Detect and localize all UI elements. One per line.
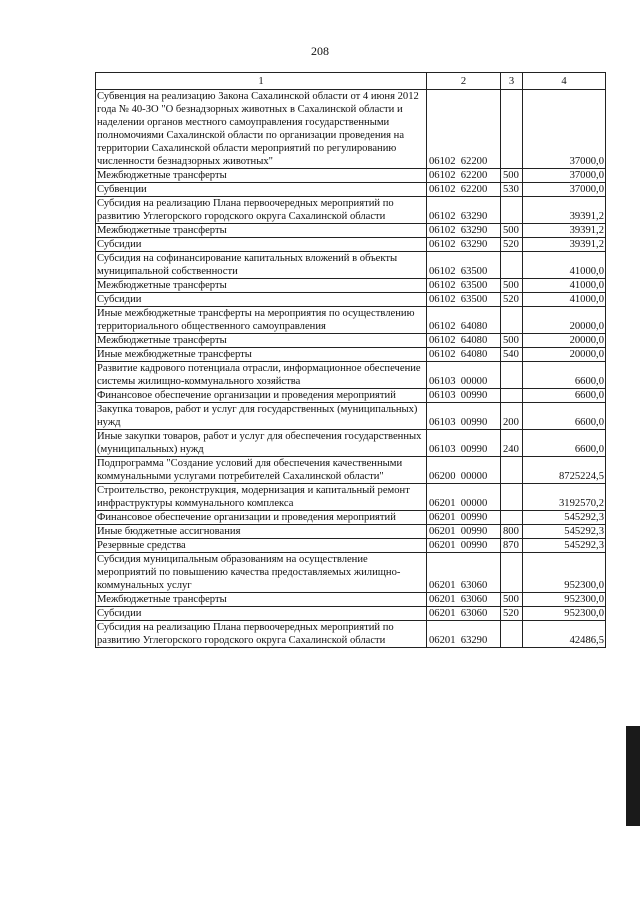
row-amount-cell: 37000,0 xyxy=(523,90,606,169)
table-header-row xyxy=(96,73,606,90)
row-type-cell xyxy=(501,197,523,224)
table-row xyxy=(96,90,606,169)
table-row xyxy=(96,484,606,511)
table-row xyxy=(96,430,606,457)
row-type-cell: 520 xyxy=(501,238,523,252)
table-row xyxy=(96,539,606,553)
row-amount-cell: 20000,0 xyxy=(523,348,606,362)
row-name-cell: Развитие кадрового потенциала отрасли, информационное обеспечение системы жилищно-коммунального хозяйства xyxy=(96,362,427,389)
table-row xyxy=(96,348,606,362)
row-code-cell: 06102 64080 xyxy=(427,334,501,348)
row-amount-cell: 6600,0 xyxy=(523,430,606,457)
row-type-cell: 500 xyxy=(501,279,523,293)
row-code-cell: 06102 64080 xyxy=(427,348,501,362)
row-name-cell: Закупка товаров, работ и услуг для государственных (муниципальных) нужд xyxy=(96,403,427,430)
row-name-cell: Финансовое обеспечение организации и проведения мероприятий xyxy=(96,511,427,525)
header-cell: 2 xyxy=(427,73,501,90)
row-amount-cell: 545292,3 xyxy=(523,539,606,553)
row-type-cell: 530 xyxy=(501,183,523,197)
row-name-cell: Субвенция на реализацию Закона Сахалинской области от 4 июня 2012 года № 40-ЗО "О безнадзорных животных в Сахалинской области и наделении органов местного самоуправления государственными полномочиями Сахалинской области по организации проведения на территории Сахалинской области мероприятий по регулированию численности безнадзорных животных" xyxy=(96,90,427,169)
row-code-cell: 06102 62200 xyxy=(427,183,501,197)
table-row xyxy=(96,334,606,348)
row-code-cell: 06102 62200 xyxy=(427,90,501,169)
table-row xyxy=(96,621,606,648)
row-code-cell: 06103 00990 xyxy=(427,403,501,430)
row-type-cell: 500 xyxy=(501,224,523,238)
table-row xyxy=(96,511,606,525)
row-code-cell: 06102 63290 xyxy=(427,197,501,224)
table-row xyxy=(96,362,606,389)
table-row xyxy=(96,403,606,430)
table-row xyxy=(96,307,606,334)
row-type-cell xyxy=(501,362,523,389)
row-amount-cell: 3192570,2 xyxy=(523,484,606,511)
table-row xyxy=(96,183,606,197)
row-name-cell: Субсидии xyxy=(96,607,427,621)
row-type-cell: 500 xyxy=(501,334,523,348)
row-name-cell: Иные бюджетные ассигнования xyxy=(96,525,427,539)
row-code-cell: 06201 63060 xyxy=(427,607,501,621)
row-code-cell: 06102 62200 xyxy=(427,169,501,183)
row-name-cell: Иные закупки товаров, работ и услуг для обеспечения государственных (муниципальных) нужд xyxy=(96,430,427,457)
row-name-cell: Подпрограмма "Создание условий для обеспечения качественными коммунальными услугами потребителей Сахалинской области" xyxy=(96,457,427,484)
row-type-cell: 870 xyxy=(501,539,523,553)
table-row xyxy=(96,457,606,484)
row-amount-cell: 952300,0 xyxy=(523,593,606,607)
row-name-cell: Субсидия на реализацию Плана первоочередных мероприятий по развитию Углегорского городского округа Сахалинской области xyxy=(96,197,427,224)
row-name-cell: Субсидии xyxy=(96,238,427,252)
row-type-cell xyxy=(501,621,523,648)
row-code-cell: 06102 64080 xyxy=(427,307,501,334)
table-row xyxy=(96,279,606,293)
row-name-cell: Субсидии xyxy=(96,293,427,307)
row-code-cell: 06201 63290 xyxy=(427,621,501,648)
scan-edge-mark xyxy=(626,726,640,826)
row-amount-cell: 41000,0 xyxy=(523,252,606,279)
row-code-cell: 06102 63500 xyxy=(427,279,501,293)
row-amount-cell: 20000,0 xyxy=(523,307,606,334)
row-name-cell: Межбюджетные трансферты xyxy=(96,279,427,293)
row-code-cell: 06102 63500 xyxy=(427,252,501,279)
row-amount-cell: 6600,0 xyxy=(523,403,606,430)
row-name-cell: Межбюджетные трансферты xyxy=(96,224,427,238)
row-type-cell xyxy=(501,307,523,334)
row-type-cell: 540 xyxy=(501,348,523,362)
row-type-cell: 200 xyxy=(501,403,523,430)
row-type-cell: 500 xyxy=(501,169,523,183)
row-code-cell: 06102 63500 xyxy=(427,293,501,307)
row-name-cell: Субвенции xyxy=(96,183,427,197)
table-row xyxy=(96,293,606,307)
row-type-cell xyxy=(501,457,523,484)
row-code-cell: 06103 00990 xyxy=(427,430,501,457)
row-code-cell: 06102 63290 xyxy=(427,238,501,252)
table-row xyxy=(96,169,606,183)
row-name-cell: Иные межбюджетные трансферты на мероприятия по осуществлению территориального общественного самоуправления xyxy=(96,307,427,334)
row-type-cell: 520 xyxy=(501,607,523,621)
row-amount-cell: 952300,0 xyxy=(523,607,606,621)
row-name-cell: Иные межбюджетные трансферты xyxy=(96,348,427,362)
row-amount-cell: 20000,0 xyxy=(523,334,606,348)
row-name-cell: Субсидия муниципальным образованиям на осуществление мероприятий по повышению качества предоставляемых жилищно-коммунальных услуг xyxy=(96,553,427,593)
row-name-cell: Субсидия на софинансирование капитальных вложений в объекты муниципальной собственности xyxy=(96,252,427,279)
row-code-cell: 06103 00000 xyxy=(427,362,501,389)
row-type-cell xyxy=(501,389,523,403)
row-code-cell: 06201 63060 xyxy=(427,593,501,607)
table-row xyxy=(96,389,606,403)
row-name-cell: Межбюджетные трансферты xyxy=(96,334,427,348)
row-amount-cell: 39391,2 xyxy=(523,197,606,224)
table-row xyxy=(96,525,606,539)
header-cell: 3 xyxy=(501,73,523,90)
row-amount-cell: 39391,2 xyxy=(523,238,606,252)
row-name-cell: Межбюджетные трансферты xyxy=(96,593,427,607)
table-row xyxy=(96,238,606,252)
table-row xyxy=(96,252,606,279)
row-code-cell: 06103 00990 xyxy=(427,389,501,403)
page-number: 208 xyxy=(311,44,329,58)
row-amount-cell: 39391,2 xyxy=(523,224,606,238)
table-row xyxy=(96,607,606,621)
row-name-cell: Межбюджетные трансферты xyxy=(96,169,427,183)
row-type-cell xyxy=(501,90,523,169)
row-code-cell: 06200 00000 xyxy=(427,457,501,484)
row-type-cell: 500 xyxy=(501,593,523,607)
table-row xyxy=(96,224,606,238)
row-type-cell: 520 xyxy=(501,293,523,307)
row-name-cell: Строительство, реконструкция, модернизация и капитальный ремонт инфраструктуры коммунального комплекса xyxy=(96,484,427,511)
row-amount-cell: 545292,3 xyxy=(523,511,606,525)
row-type-cell: 800 xyxy=(501,525,523,539)
row-amount-cell: 952300,0 xyxy=(523,553,606,593)
row-name-cell: Резервные средства xyxy=(96,539,427,553)
table-row xyxy=(96,197,606,224)
header-cell: 4 xyxy=(523,73,606,90)
row-name-cell: Финансовое обеспечение организации и проведения мероприятий xyxy=(96,389,427,403)
row-type-cell: 240 xyxy=(501,430,523,457)
row-amount-cell: 41000,0 xyxy=(523,293,606,307)
row-name-cell: Субсидия на реализацию Плана первоочередных мероприятий по развитию Углегорского городского округа Сахалинской области xyxy=(96,621,427,648)
row-amount-cell: 41000,0 xyxy=(523,279,606,293)
row-type-cell xyxy=(501,484,523,511)
row-code-cell: 06201 00000 xyxy=(427,484,501,511)
row-amount-cell: 37000,0 xyxy=(523,169,606,183)
row-amount-cell: 42486,5 xyxy=(523,621,606,648)
row-code-cell: 06201 63060 xyxy=(427,553,501,593)
row-amount-cell: 8725224,5 xyxy=(523,457,606,484)
row-amount-cell: 6600,0 xyxy=(523,389,606,403)
row-amount-cell: 6600,0 xyxy=(523,362,606,389)
row-code-cell: 06201 00990 xyxy=(427,525,501,539)
row-amount-cell: 545292,3 xyxy=(523,525,606,539)
row-amount-cell: 37000,0 xyxy=(523,183,606,197)
table-row xyxy=(96,553,606,593)
table-row xyxy=(96,593,606,607)
budget-table xyxy=(95,72,606,648)
row-type-cell xyxy=(501,511,523,525)
row-code-cell: 06201 00990 xyxy=(427,539,501,553)
row-type-cell xyxy=(501,553,523,593)
row-code-cell: 06201 00990 xyxy=(427,511,501,525)
row-code-cell: 06102 63290 xyxy=(427,224,501,238)
header-cell: 1 xyxy=(96,73,427,90)
budget-table-container xyxy=(95,72,606,648)
row-type-cell xyxy=(501,252,523,279)
